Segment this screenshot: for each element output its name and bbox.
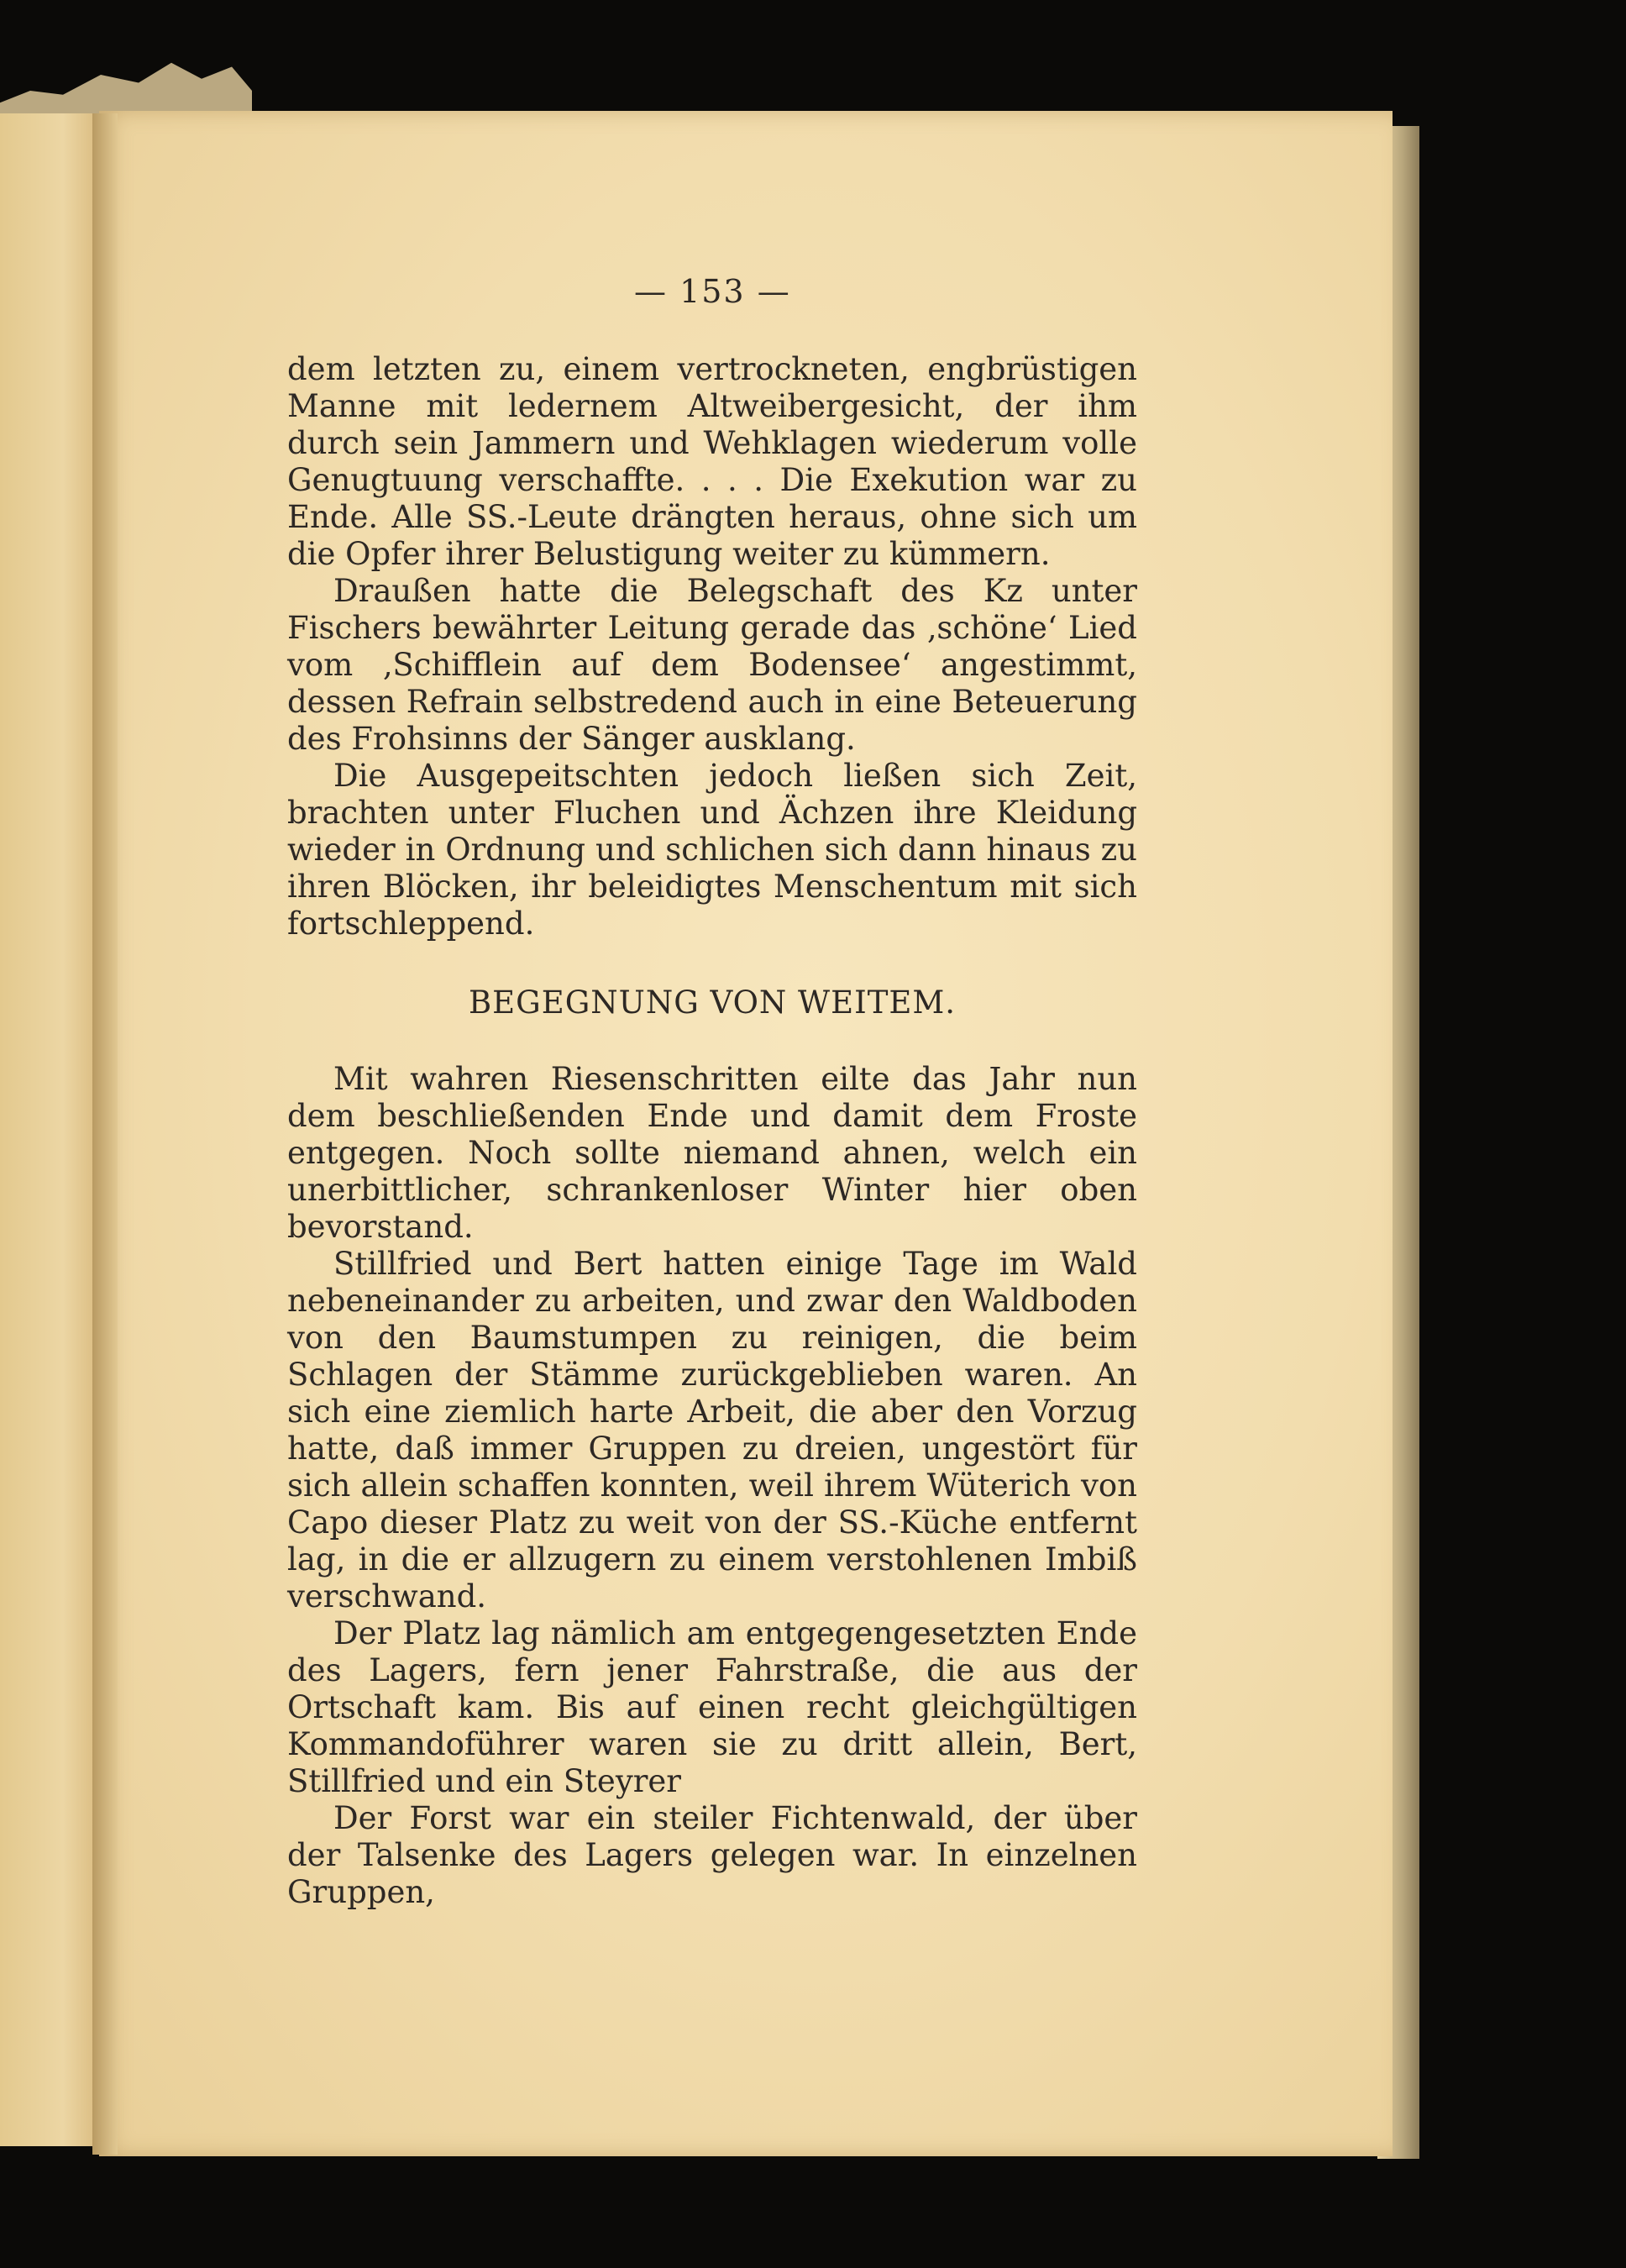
section-1-text [287,351,1137,942]
paragraph: Mit wahren Riesenschritten eilte das Jahr nun dem beschließenden Ende und damit dem Froste entgegen. Noch sollte niemand ahnen, welch ein unerbittlicher, schrankenloser Winter hier oben bevorstand. [287,1061,1137,1245]
paragraph: Die Ausgepeitschten jedoch ließen sich Zeit, brachten unter Fluchen und Ächzen ihre Kleidung wieder in Ordnung und schlichen sich dann hinaus zu ihren Blöcken, ihr beleidigtes Menschentum mit sich fortschleppend. [287,758,1137,942]
section-heading: BEGEGNUNG VON WEITEM. [468,984,957,1021]
paragraph: Stillfried und Bert hatten einige Tage im Wald nebeneinander zu arbeiten, und zwar den Waldboden von den Baumstumpen zu reinigen, die beim Schlagen der Stämme zurückgeblieben waren. An sich eine ziemlich harte Arbeit, die aber den Vorzug hatte, daß immer Gruppen zu dreien, ungestört für sich allein schaffen konnten, weil ihrem Wüterich von Capo dieser Platz zu weit von der SS.-Küche entfernt lag, in die er allzugern zu einem verstohlenen Imbiß verschwand. [287,1246,1137,1614]
paragraph: Der Platz lag nämlich am entgegengesetzten Ende des Lagers, fern jener Fahrstraße, die aus der Ortschaft kam. Bis auf einen recht gleichgültigen Kommandoführer waren sie zu dritt allein, Bert, Stillfried und ein Steyrer [287,1615,1137,1799]
book-gutter [92,113,118,2155]
section-2-text [287,1061,1137,1911]
paragraph: Der Forst war ein steiler Fichtenwald, der über der Talsenke des Lagers gelegen war. In einzelnen Gruppen, [287,1800,1137,1910]
paragraph: Draußen hatte die Belegschaft des Kz unter Fischers bewährter Leitung gerade das ‚schöne‘ Lied vom ‚Schifflein auf dem Bodensee‘ angestimmt, dessen Refrain selbstredend auch in eine Beteuerung des Frohsinns der Sänger ausklang. [287,573,1137,757]
page-number: — 153 — [634,273,791,310]
left-page-edge [0,113,105,2146]
paragraph: dem letzten zu, einem vertrockneten, engbrüstigen Manne mit ledernem Altweibergesicht, der ihm durch sein Jammern und Wehklagen wiederum volle Genugtuung verschaffte. . . . Die Exekution war zu Ende. Alle SS.-Leute drängten heraus, ohne sich um die Opfer ihrer Belustigung weiter zu kümmern. [287,351,1137,572]
